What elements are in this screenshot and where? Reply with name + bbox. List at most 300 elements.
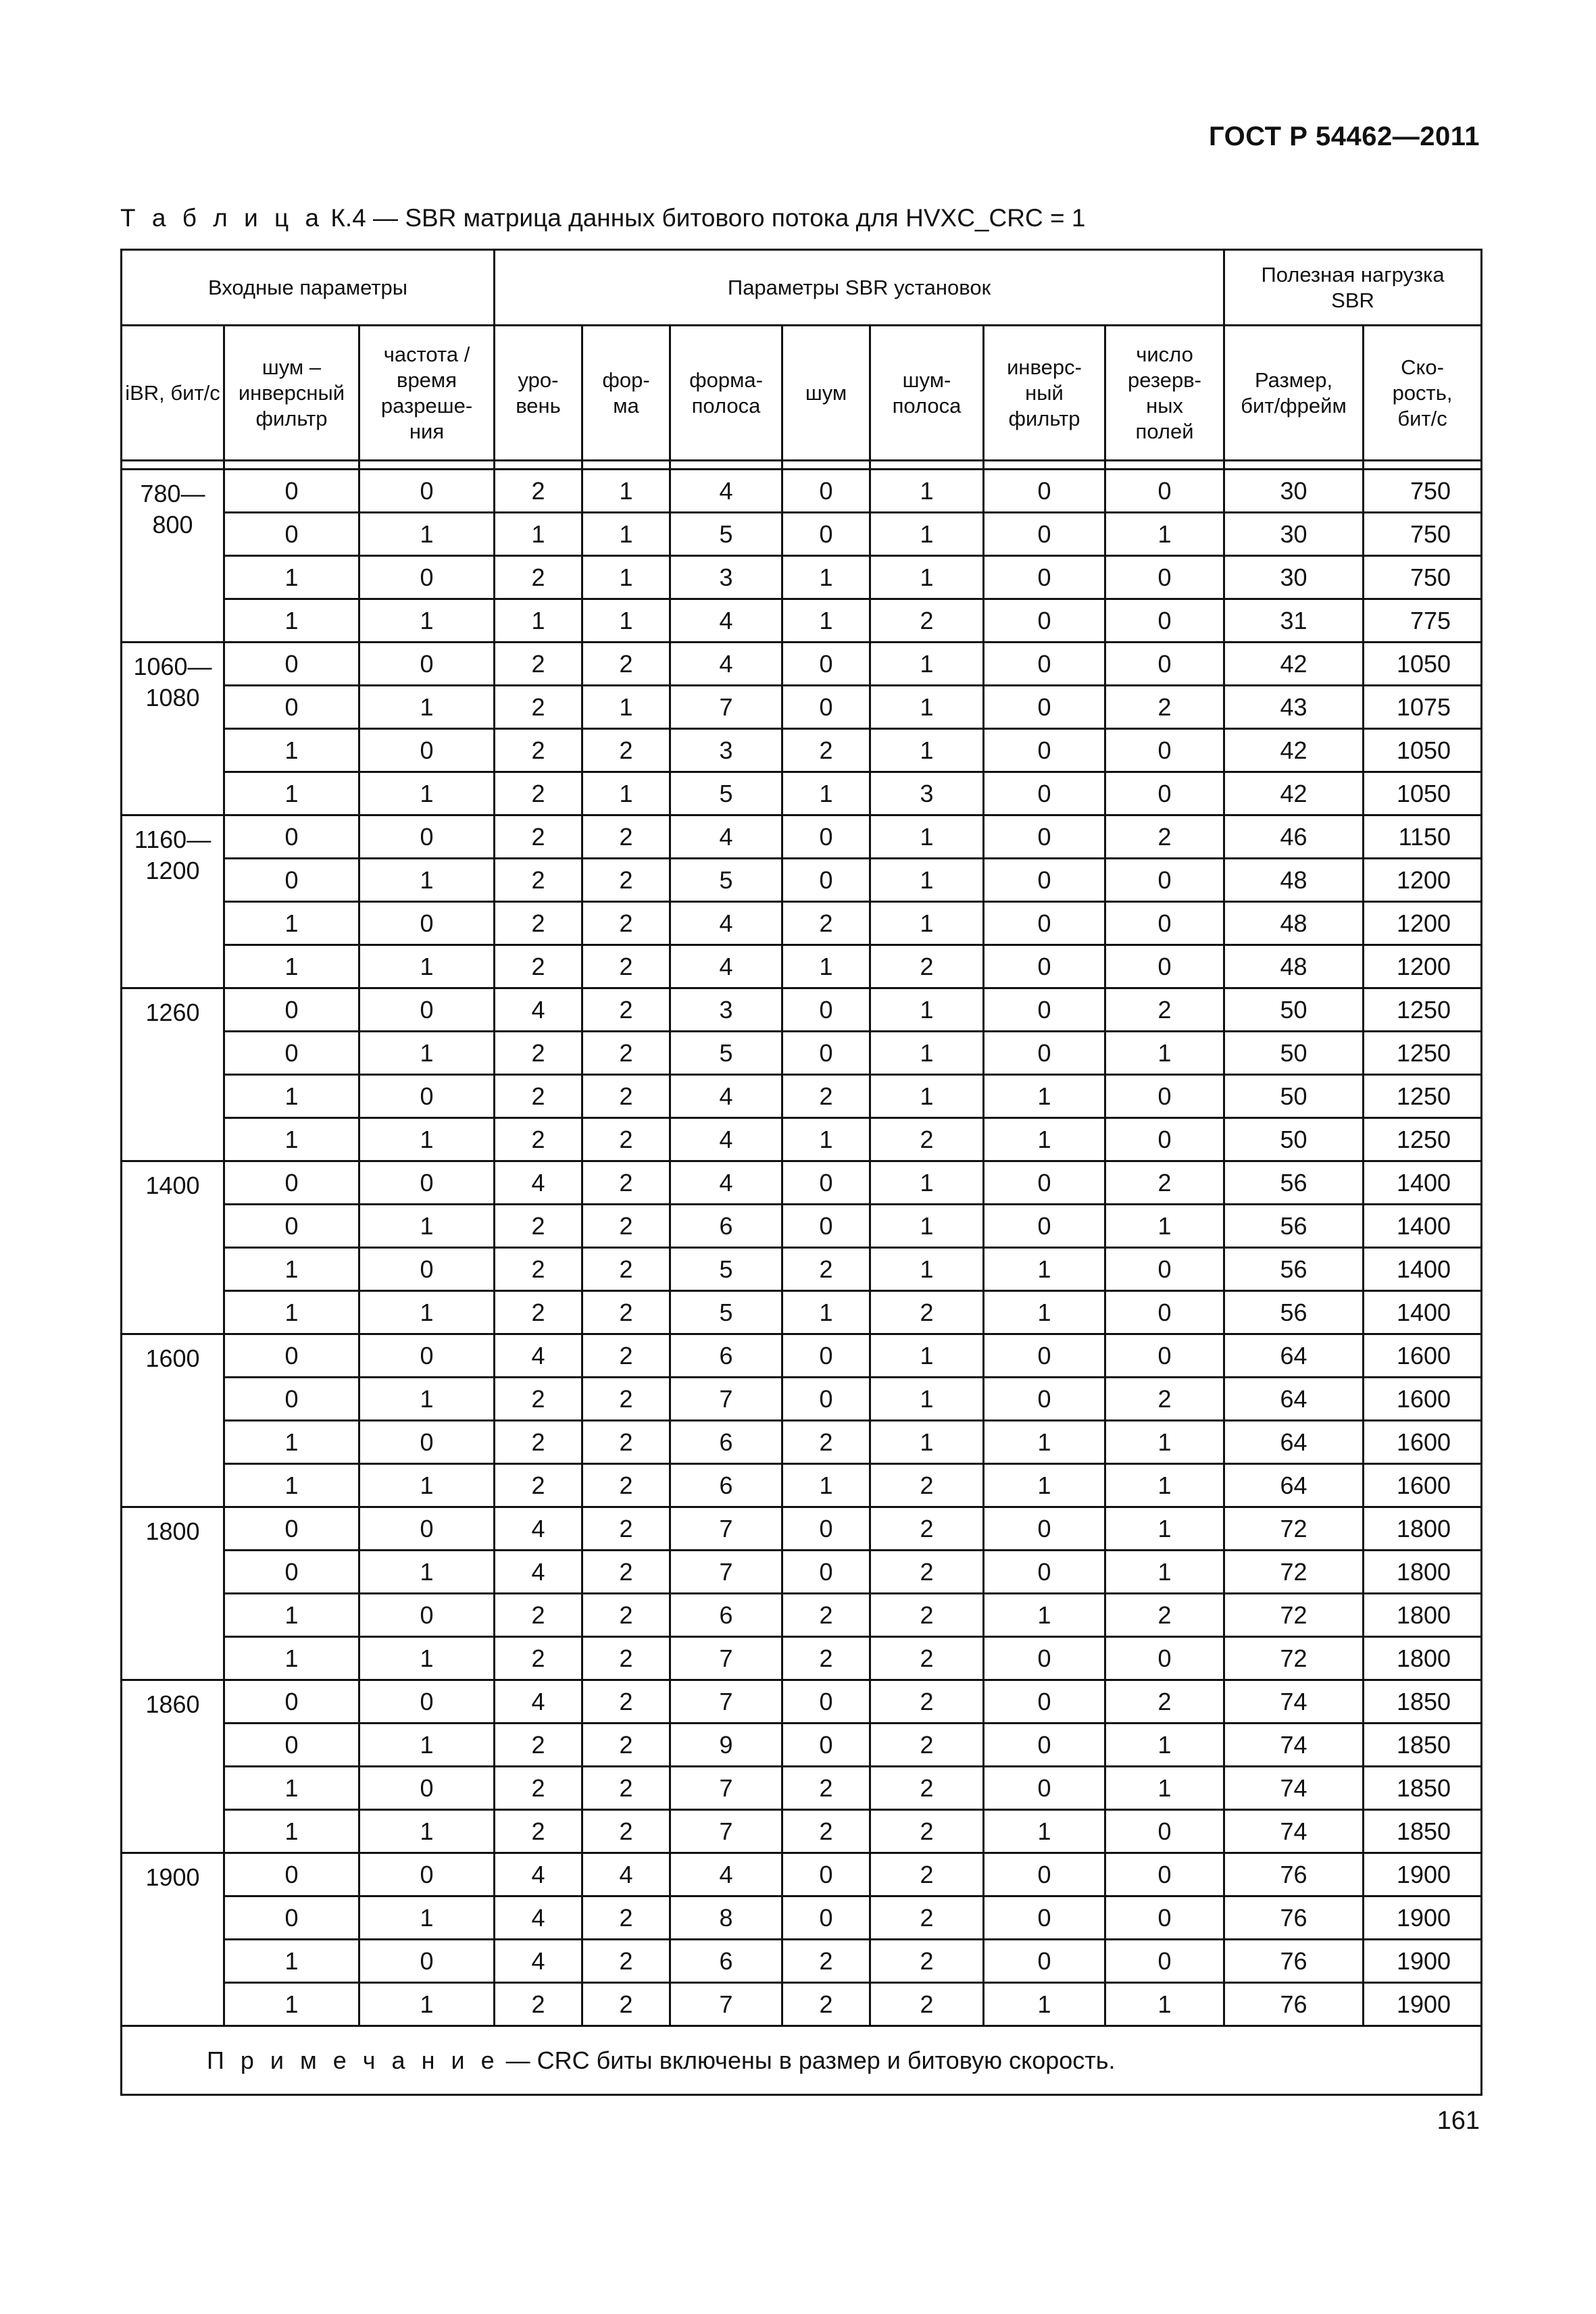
cell-level: 4: [495, 1680, 582, 1724]
cell-noise-band: 2: [870, 1507, 984, 1551]
separator-cell: [122, 461, 224, 470]
cell-freq-time-resolution: 1: [359, 513, 495, 556]
cell-size: 30: [1224, 513, 1364, 556]
cell-shape-band: 6: [670, 1464, 782, 1507]
cell-level: 2: [495, 1983, 582, 2026]
cell-rate: 750: [1364, 470, 1482, 513]
separator-cell: [870, 461, 984, 470]
cell-noise: 1: [782, 599, 870, 643]
cell-shape-band: 5: [670, 513, 782, 556]
cell-shape: 1: [582, 772, 670, 815]
cell-rate: 1250: [1364, 1118, 1482, 1161]
cell-rate: 1800: [1364, 1594, 1482, 1637]
cell-reserved-fields: 0: [1105, 1940, 1224, 1983]
cell-noise-inverse-filter: 0: [224, 1896, 359, 1940]
cell-noise: 1: [782, 945, 870, 988]
header-row-columns: [122, 326, 1482, 461]
cell-noise-band: 1: [870, 1205, 984, 1248]
cell-size: 64: [1224, 1378, 1364, 1421]
cell-reserved-fields: 1: [1105, 1507, 1224, 1551]
table-row: [122, 1161, 1482, 1205]
sbr-matrix-table: [120, 249, 1482, 2096]
cell-shape: 2: [582, 1161, 670, 1205]
cell-rate: 1050: [1364, 643, 1482, 686]
cell-shape: 2: [582, 1464, 670, 1507]
cell-freq-time-resolution: 0: [359, 1680, 495, 1724]
cell-noise-band: 1: [870, 1161, 984, 1205]
table-row: [122, 945, 1482, 988]
cell-freq-time-resolution: 0: [359, 470, 495, 513]
table-row: [122, 1680, 1482, 1724]
cell-shape-band: 5: [670, 1032, 782, 1075]
cell-reserved-fields: 1: [1105, 513, 1224, 556]
cell-noise-inverse-filter: 0: [224, 859, 359, 902]
cell-noise: 2: [782, 1637, 870, 1680]
cell-level: 4: [495, 1853, 582, 1896]
cell-shape: 2: [582, 945, 670, 988]
cell-shape-band: 7: [670, 1680, 782, 1724]
cell-freq-time-resolution: 0: [359, 729, 495, 772]
cell-noise-band: 2: [870, 1680, 984, 1724]
cell-noise-band: 2: [870, 1940, 984, 1983]
cell-reserved-fields: 0: [1105, 1118, 1224, 1161]
cell-shape: 1: [582, 470, 670, 513]
cell-inverse-filter: 0: [984, 1637, 1105, 1680]
cell-level: 4: [495, 1334, 582, 1378]
table-row: [122, 902, 1482, 945]
cell-noise-inverse-filter: 1: [224, 599, 359, 643]
cell-size: 72: [1224, 1507, 1364, 1551]
cell-shape-band: 5: [670, 859, 782, 902]
cell-shape: 2: [582, 1680, 670, 1724]
cell-noise: 1: [782, 1118, 870, 1161]
cell-size: 76: [1224, 1940, 1364, 1983]
cell-level: 2: [495, 1421, 582, 1464]
cell-noise-inverse-filter: 0: [224, 1032, 359, 1075]
cell-reserved-fields: 2: [1105, 1680, 1224, 1724]
cell-shape-band: 4: [670, 815, 782, 859]
cell-rate: 1600: [1364, 1421, 1482, 1464]
cell-noise: 2: [782, 1594, 870, 1637]
cell-noise-inverse-filter: 0: [224, 1161, 359, 1205]
cell-ibr: 780— 800: [122, 470, 224, 643]
cell-noise-band: 1: [870, 815, 984, 859]
cell-shape: 2: [582, 1032, 670, 1075]
cell-noise-inverse-filter: 1: [224, 1983, 359, 2026]
cell-noise-band: 1: [870, 1032, 984, 1075]
table-row: [122, 988, 1482, 1032]
cell-noise: 0: [782, 1032, 870, 1075]
cell-freq-time-resolution: 1: [359, 1896, 495, 1940]
table-row: [122, 815, 1482, 859]
cell-noise-inverse-filter: 1: [224, 1767, 359, 1810]
cell-ibr: 1900: [122, 1853, 224, 2026]
cell-shape: 1: [582, 599, 670, 643]
table-row: [122, 1767, 1482, 1810]
cell-level: 2: [495, 1248, 582, 1291]
cell-rate: 1600: [1364, 1378, 1482, 1421]
cell-shape-band: 6: [670, 1334, 782, 1378]
cell-reserved-fields: 0: [1105, 859, 1224, 902]
cell-ibr: 1600: [122, 1334, 224, 1507]
cell-shape: 1: [582, 513, 670, 556]
cell-shape: 2: [582, 1551, 670, 1594]
group-header-input: Входные параметры: [122, 250, 495, 326]
cell-noise-band: 1: [870, 470, 984, 513]
table-row: [122, 1551, 1482, 1594]
cell-level: 2: [495, 1118, 582, 1161]
cell-noise-inverse-filter: 1: [224, 556, 359, 599]
cell-rate: 1050: [1364, 729, 1482, 772]
cell-noise: 0: [782, 815, 870, 859]
cell-reserved-fields: 1: [1105, 1205, 1224, 1248]
cell-ibr: 1860: [122, 1680, 224, 1853]
cell-noise-band: 1: [870, 686, 984, 729]
cell-size: 56: [1224, 1205, 1364, 1248]
cell-level: 4: [495, 988, 582, 1032]
cell-inverse-filter: 1: [984, 1594, 1105, 1637]
cell-inverse-filter: 0: [984, 859, 1105, 902]
cell-inverse-filter: 0: [984, 513, 1105, 556]
cell-noise: 0: [782, 1507, 870, 1551]
cell-level: 1: [495, 513, 582, 556]
cell-freq-time-resolution: 1: [359, 859, 495, 902]
cell-noise: 0: [782, 1896, 870, 1940]
cell-rate: 1400: [1364, 1248, 1482, 1291]
cell-reserved-fields: 2: [1105, 815, 1224, 859]
cell-noise-inverse-filter: 0: [224, 1551, 359, 1594]
cell-noise-inverse-filter: 1: [224, 1637, 359, 1680]
cell-shape-band: 7: [670, 686, 782, 729]
cell-size: 56: [1224, 1161, 1364, 1205]
cell-rate: 775: [1364, 599, 1482, 643]
cell-rate: 1900: [1364, 1896, 1482, 1940]
cell-noise-inverse-filter: 1: [224, 1075, 359, 1118]
cell-inverse-filter: 0: [984, 902, 1105, 945]
cell-size: 74: [1224, 1680, 1364, 1724]
cell-noise-band: 2: [870, 1896, 984, 1940]
cell-noise: 0: [782, 1724, 870, 1767]
cell-noise-inverse-filter: 0: [224, 1507, 359, 1551]
separator-cell: [582, 461, 670, 470]
cell-shape-band: 9: [670, 1724, 782, 1767]
cell-shape-band: 4: [670, 1853, 782, 1896]
cell-noise: 2: [782, 1983, 870, 2026]
cell-rate: 1800: [1364, 1507, 1482, 1551]
cell-noise-inverse-filter: 0: [224, 1724, 359, 1767]
cell-noise: 0: [782, 470, 870, 513]
cell-noise: 1: [782, 1464, 870, 1507]
cell-freq-time-resolution: 0: [359, 556, 495, 599]
cell-noise-inverse-filter: 0: [224, 1680, 359, 1724]
column-header-inverse-filter: инверс-ный фильтр: [984, 326, 1105, 461]
cell-shape: 2: [582, 1118, 670, 1161]
cell-size: 50: [1224, 988, 1364, 1032]
table-body: [122, 470, 1482, 2026]
table-row: [122, 1334, 1482, 1378]
cell-inverse-filter: 0: [984, 945, 1105, 988]
cell-size: 74: [1224, 1810, 1364, 1853]
cell-noise-inverse-filter: 1: [224, 945, 359, 988]
cell-rate: 1075: [1364, 686, 1482, 729]
cell-freq-time-resolution: 0: [359, 1248, 495, 1291]
cell-rate: 1200: [1364, 902, 1482, 945]
table-row: [122, 729, 1482, 772]
cell-size: 48: [1224, 945, 1364, 988]
cell-noise: 2: [782, 1810, 870, 1853]
cell-freq-time-resolution: 0: [359, 1421, 495, 1464]
cell-shape: 2: [582, 729, 670, 772]
header-separator-row: [122, 461, 1482, 470]
cell-shape: 1: [582, 686, 670, 729]
group-header-sbr: Параметры SBR установок: [495, 250, 1224, 326]
cell-noise: 0: [782, 988, 870, 1032]
cell-noise: 2: [782, 1940, 870, 1983]
cell-rate: 1250: [1364, 1075, 1482, 1118]
cell-noise-band: 2: [870, 1724, 984, 1767]
column-header-noise-band: шум-полоса: [870, 326, 984, 461]
cell-inverse-filter: 0: [984, 643, 1105, 686]
cell-inverse-filter: 1: [984, 1075, 1105, 1118]
cell-level: 2: [495, 772, 582, 815]
cell-shape-band: 4: [670, 643, 782, 686]
cell-level: 4: [495, 1940, 582, 1983]
column-header-freq-time-resolution: частота / время разреше-ния: [359, 326, 495, 461]
cell-reserved-fields: 1: [1105, 1983, 1224, 2026]
column-header-size: Размер, бит/фрейм: [1224, 326, 1364, 461]
cell-noise-band: 1: [870, 988, 984, 1032]
cell-noise: 0: [782, 1161, 870, 1205]
cell-noise: 2: [782, 1421, 870, 1464]
cell-shape-band: 4: [670, 1075, 782, 1118]
cell-inverse-filter: 1: [984, 1983, 1105, 2026]
table-caption-text: К.4 — SBR матрица данных битового потока для HVXC_CRC = 1: [324, 204, 1086, 232]
cell-rate: 1150: [1364, 815, 1482, 859]
cell-freq-time-resolution: 1: [359, 686, 495, 729]
cell-noise: 0: [782, 643, 870, 686]
cell-noise-band: 1: [870, 1334, 984, 1378]
cell-noise-band: 1: [870, 1378, 984, 1421]
cell-noise-band: 2: [870, 1118, 984, 1161]
cell-noise-inverse-filter: 1: [224, 1464, 359, 1507]
cell-rate: 1600: [1364, 1334, 1482, 1378]
cell-inverse-filter: 0: [984, 1334, 1105, 1378]
cell-noise-inverse-filter: 1: [224, 1291, 359, 1334]
separator-cell: [1105, 461, 1224, 470]
cell-noise-inverse-filter: 1: [224, 772, 359, 815]
group-header-payload: [1224, 250, 1482, 326]
cell-noise-inverse-filter: 1: [224, 1248, 359, 1291]
cell-shape-band: 7: [670, 1637, 782, 1680]
cell-level: 4: [495, 1161, 582, 1205]
cell-shape-band: 4: [670, 1118, 782, 1161]
cell-rate: 1800: [1364, 1637, 1482, 1680]
cell-shape: 2: [582, 1724, 670, 1767]
table-note: [122, 2026, 1482, 2095]
cell-noise-band: 2: [870, 1291, 984, 1334]
cell-size: 64: [1224, 1334, 1364, 1378]
document-standard-header: ГОСТ Р 54462—2011: [1209, 122, 1480, 151]
cell-inverse-filter: 0: [984, 1551, 1105, 1594]
separator-cell: [670, 461, 782, 470]
cell-freq-time-resolution: 0: [359, 1334, 495, 1378]
cell-inverse-filter: 1: [984, 1118, 1105, 1161]
cell-freq-time-resolution: 0: [359, 1767, 495, 1810]
cell-reserved-fields: 2: [1105, 686, 1224, 729]
cell-level: 2: [495, 729, 582, 772]
cell-shape: 2: [582, 859, 670, 902]
table-row: [122, 1464, 1482, 1507]
cell-inverse-filter: 0: [984, 1853, 1105, 1896]
cell-reserved-fields: 0: [1105, 772, 1224, 815]
cell-shape-band: 7: [670, 1378, 782, 1421]
cell-freq-time-resolution: 0: [359, 1507, 495, 1551]
cell-shape: 4: [582, 1853, 670, 1896]
cell-shape: 2: [582, 1983, 670, 2026]
cell-rate: 1850: [1364, 1767, 1482, 1810]
cell-inverse-filter: 1: [984, 1421, 1105, 1464]
cell-level: 2: [495, 686, 582, 729]
cell-noise-inverse-filter: 1: [224, 1940, 359, 1983]
cell-shape-band: 7: [670, 1551, 782, 1594]
cell-rate: 1400: [1364, 1291, 1482, 1334]
cell-inverse-filter: 1: [984, 1464, 1105, 1507]
cell-freq-time-resolution: 1: [359, 945, 495, 988]
cell-rate: 1200: [1364, 859, 1482, 902]
cell-noise: 0: [782, 513, 870, 556]
cell-size: 56: [1224, 1248, 1364, 1291]
cell-size: 48: [1224, 902, 1364, 945]
cell-level: 2: [495, 945, 582, 988]
table-row: [122, 1291, 1482, 1334]
group-header-payload-label: Полезная нагрузка SBR: [1261, 262, 1445, 312]
cell-inverse-filter: 0: [984, 1161, 1105, 1205]
table-row: [122, 1983, 1482, 2026]
cell-freq-time-resolution: 0: [359, 1075, 495, 1118]
cell-size: 43: [1224, 686, 1364, 729]
cell-shape-band: 5: [670, 772, 782, 815]
cell-noise-inverse-filter: 1: [224, 1810, 359, 1853]
cell-inverse-filter: 0: [984, 686, 1105, 729]
cell-shape: 2: [582, 1378, 670, 1421]
cell-shape-band: 4: [670, 902, 782, 945]
cell-inverse-filter: 0: [984, 988, 1105, 1032]
cell-level: 2: [495, 1378, 582, 1421]
table-row: [122, 556, 1482, 599]
cell-shape-band: 3: [670, 729, 782, 772]
cell-size: 76: [1224, 1853, 1364, 1896]
cell-size: 42: [1224, 772, 1364, 815]
table-row: [122, 1507, 1482, 1551]
cell-freq-time-resolution: 0: [359, 1940, 495, 1983]
cell-noise-inverse-filter: 0: [224, 643, 359, 686]
cell-noise-inverse-filter: 0: [224, 1378, 359, 1421]
cell-freq-time-resolution: 1: [359, 1032, 495, 1075]
table-note-prefix: П р и м е ч а н и е: [207, 2046, 499, 2074]
cell-noise-inverse-filter: 1: [224, 1421, 359, 1464]
cell-level: 2: [495, 1637, 582, 1680]
cell-noise: 2: [782, 902, 870, 945]
cell-shape: 2: [582, 1248, 670, 1291]
cell-freq-time-resolution: 1: [359, 1205, 495, 1248]
table-row: [122, 772, 1482, 815]
cell-reserved-fields: 1: [1105, 1724, 1224, 1767]
cell-reserved-fields: 1: [1105, 1464, 1224, 1507]
cell-size: 56: [1224, 1291, 1364, 1334]
cell-noise-band: 2: [870, 1637, 984, 1680]
cell-level: 2: [495, 859, 582, 902]
cell-noise: 0: [782, 1378, 870, 1421]
cell-inverse-filter: 0: [984, 729, 1105, 772]
cell-reserved-fields: 0: [1105, 945, 1224, 988]
table-row: [122, 1637, 1482, 1680]
cell-noise-inverse-filter: 0: [224, 1853, 359, 1896]
cell-noise-inverse-filter: 0: [224, 470, 359, 513]
cell-noise-inverse-filter: 0: [224, 686, 359, 729]
cell-noise-band: 1: [870, 513, 984, 556]
cell-noise-band: 1: [870, 729, 984, 772]
cell-noise-inverse-filter: 0: [224, 1334, 359, 1378]
table-row: [122, 470, 1482, 513]
cell-noise-band: 2: [870, 599, 984, 643]
cell-ibr: 1800: [122, 1507, 224, 1680]
cell-noise-band: 1: [870, 902, 984, 945]
separator-cell: [359, 461, 495, 470]
cell-noise-band: 1: [870, 1248, 984, 1291]
cell-noise: 1: [782, 556, 870, 599]
cell-shape: 2: [582, 1767, 670, 1810]
cell-shape: 2: [582, 1896, 670, 1940]
cell-freq-time-resolution: 1: [359, 1810, 495, 1853]
cell-inverse-filter: 0: [984, 1032, 1105, 1075]
cell-reserved-fields: 2: [1105, 1378, 1224, 1421]
cell-size: 72: [1224, 1551, 1364, 1594]
cell-shape-band: 5: [670, 1248, 782, 1291]
table-row: [122, 1896, 1482, 1940]
cell-level: 4: [495, 1507, 582, 1551]
cell-rate: 1600: [1364, 1464, 1482, 1507]
cell-noise-inverse-filter: 1: [224, 729, 359, 772]
cell-size: 76: [1224, 1983, 1364, 2026]
cell-noise-inverse-filter: 1: [224, 902, 359, 945]
cell-size: 30: [1224, 556, 1364, 599]
cell-rate: 750: [1364, 556, 1482, 599]
cell-noise: 0: [782, 1680, 870, 1724]
sbr-matrix-table-container: [120, 249, 1480, 2096]
cell-reserved-fields: 1: [1105, 1767, 1224, 1810]
cell-rate: 1850: [1364, 1680, 1482, 1724]
cell-freq-time-resolution: 0: [359, 643, 495, 686]
cell-level: 4: [495, 1896, 582, 1940]
column-header-rate: Ско-рость, бит/с: [1364, 326, 1482, 461]
cell-noise: 1: [782, 1291, 870, 1334]
cell-inverse-filter: 0: [984, 599, 1105, 643]
cell-freq-time-resolution: 1: [359, 1378, 495, 1421]
cell-shape-band: 6: [670, 1940, 782, 1983]
column-header-shape-band: форма-полоса: [670, 326, 782, 461]
column-header-reserved-fields: число резерв-ных полей: [1105, 326, 1224, 461]
cell-reserved-fields: 1: [1105, 1032, 1224, 1075]
table-caption: [120, 204, 1085, 232]
cell-size: 31: [1224, 599, 1364, 643]
cell-rate: 1400: [1364, 1161, 1482, 1205]
cell-freq-time-resolution: 1: [359, 772, 495, 815]
table-row: [122, 1853, 1482, 1896]
cell-rate: 1900: [1364, 1940, 1482, 1983]
cell-reserved-fields: 0: [1105, 1075, 1224, 1118]
cell-freq-time-resolution: 1: [359, 1118, 495, 1161]
cell-inverse-filter: 0: [984, 470, 1105, 513]
